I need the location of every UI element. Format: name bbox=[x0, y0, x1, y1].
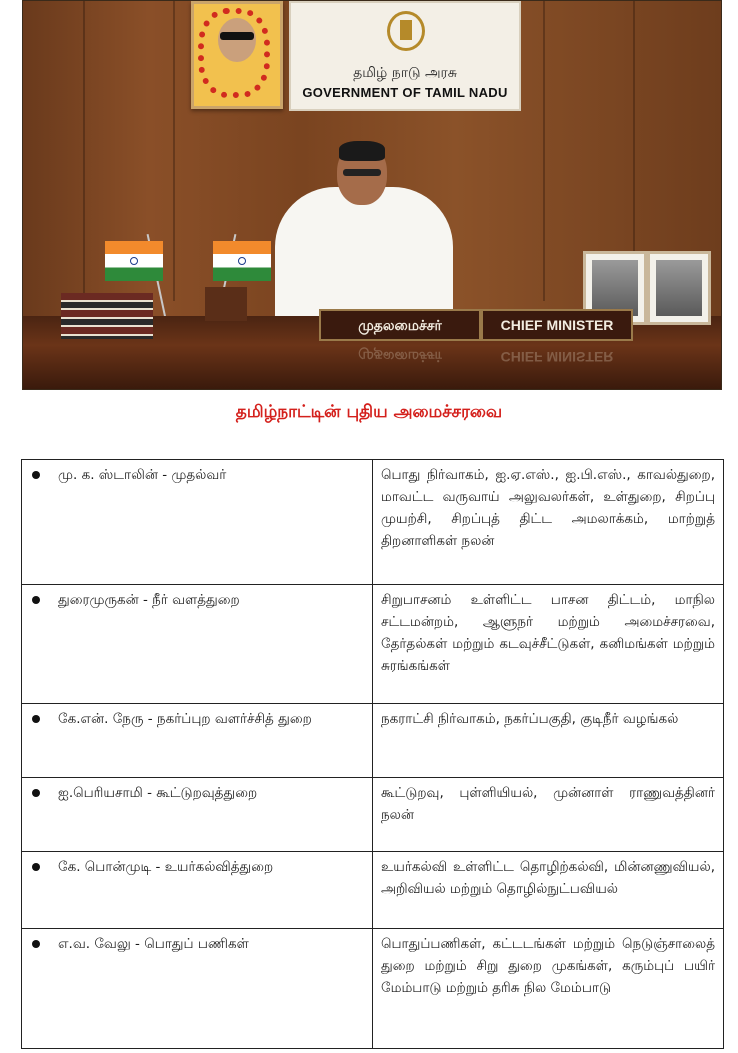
garlanded-portrait bbox=[191, 1, 283, 109]
portfolio-cell: நகராட்சி நிர்வாகம், நகர்ப்பகுதி, குடிநீர் வழங்கல் bbox=[373, 704, 724, 778]
portfolio-cell: சிறுபாசனம் உள்ளிட்ட பாசன திட்டம், மாநில சட்டமன்றம், ஆளுநர் மற்றும் அமைச்சரவை, தேர்தல்கள் மற்றும் கடவுச்சீட்டுகள், கனிமங்கள் மற்றும் சுரங்கங்கள் bbox=[373, 585, 724, 704]
indian-flag-icon bbox=[105, 241, 163, 281]
minister-hair bbox=[339, 141, 385, 161]
wall-panel-line bbox=[543, 1, 545, 301]
bullet-icon bbox=[32, 789, 40, 797]
cabinet-table bbox=[21, 459, 724, 1049]
chief-minister-photo bbox=[22, 0, 722, 390]
minister-cell bbox=[22, 852, 373, 929]
table-row bbox=[22, 778, 724, 852]
bullet-icon bbox=[32, 715, 40, 723]
nameplate-english: CHIEF MINISTER bbox=[481, 309, 633, 341]
book-stack bbox=[61, 293, 153, 339]
minister-name: துரைமுருகன் - நீர் வளத்துறை bbox=[58, 592, 240, 608]
state-emblem-icon bbox=[387, 11, 425, 51]
table-row bbox=[22, 460, 724, 585]
pen-holder bbox=[205, 287, 247, 321]
photo-frame bbox=[647, 251, 711, 325]
portfolio-cell: உயர்கல்வி உள்ளிட்ட தொழிற்கல்வி, மின்னணுவியல், அறிவியல் மற்றும் தொழில்நுட்பவியல் bbox=[373, 852, 724, 929]
minister-name: ஐ.பெரியசாமி - கூட்டுறவுத்துறை bbox=[58, 785, 258, 801]
portfolio-cell: கூட்டுறவு, புள்ளியியல், முன்னாள் ராணுவத்தினர் நலன் bbox=[373, 778, 724, 852]
bullet-icon bbox=[32, 863, 40, 871]
wall-panel-line bbox=[83, 1, 85, 301]
minister-cell bbox=[22, 778, 373, 852]
bullet-icon bbox=[32, 471, 40, 479]
page-title: தமிழ்நாட்டின் புதிய அமைச்சரவை bbox=[235, 402, 503, 422]
bullet-icon bbox=[32, 940, 40, 948]
table-row bbox=[22, 852, 724, 929]
table-row bbox=[22, 929, 724, 1049]
indian-flag-icon bbox=[213, 241, 271, 281]
minister-cell bbox=[22, 704, 373, 778]
table-row bbox=[22, 585, 724, 704]
minister-name: கே. பொன்முடி - உயர்கல்வித்துறை bbox=[58, 859, 274, 875]
wall-panel-line bbox=[173, 1, 175, 301]
minister-cell bbox=[22, 460, 373, 585]
table-row bbox=[22, 704, 724, 778]
minister-name: மு. க. ஸ்டாலின் - முதல்வர் bbox=[58, 467, 227, 483]
nameplate-reflection: முதலமைச்சர் bbox=[358, 349, 442, 365]
minister-glasses bbox=[343, 169, 381, 176]
minister-name: கே.என். நேரு - நகர்ப்புற வளர்ச்சித் துறை bbox=[58, 711, 312, 727]
minister-name: எ.வ. வேலு - பொதுப் பணிகள் bbox=[58, 936, 249, 952]
portrait-face bbox=[218, 18, 256, 62]
board-english-text: GOVERNMENT OF TAMIL NADU bbox=[302, 85, 508, 100]
minister-cell bbox=[22, 585, 373, 704]
portfolio-cell: பொது நிர்வாகம், ஐ.ஏ.எஸ்., ஐ.பி.எஸ்., காவல்துறை, மாவட்ட வருவாய் அலுவலர்கள், உள்துறை, சிறப்பு முயற்சி, சிறப்புத் திட்ட அமலாக்கம், மாற்றுத் திறனாளிகள் நலன் bbox=[373, 460, 724, 585]
portrait-sunglasses bbox=[220, 32, 254, 40]
board-tamil-text: தமிழ் நாடு அரசு bbox=[353, 65, 457, 81]
government-emblem-board bbox=[289, 1, 521, 111]
nameplate-tamil: முதலமைச்சர் bbox=[319, 309, 481, 341]
minister-figure bbox=[275, 187, 453, 327]
portfolio-cell: பொதுப்பணிகள், கட்டடங்கள் மற்றும் நெடுஞ்சாலைத் துறை மற்றும் சிறு துறை முகங்கள், கரும்புப் பயிர் மேம்பாடு மற்றும் தரிசு நில மேம்பாடு bbox=[373, 929, 724, 1049]
bullet-icon bbox=[32, 596, 40, 604]
minister-cell bbox=[22, 929, 373, 1049]
nameplate-reflection: CHIEF MINISTER bbox=[500, 349, 614, 365]
